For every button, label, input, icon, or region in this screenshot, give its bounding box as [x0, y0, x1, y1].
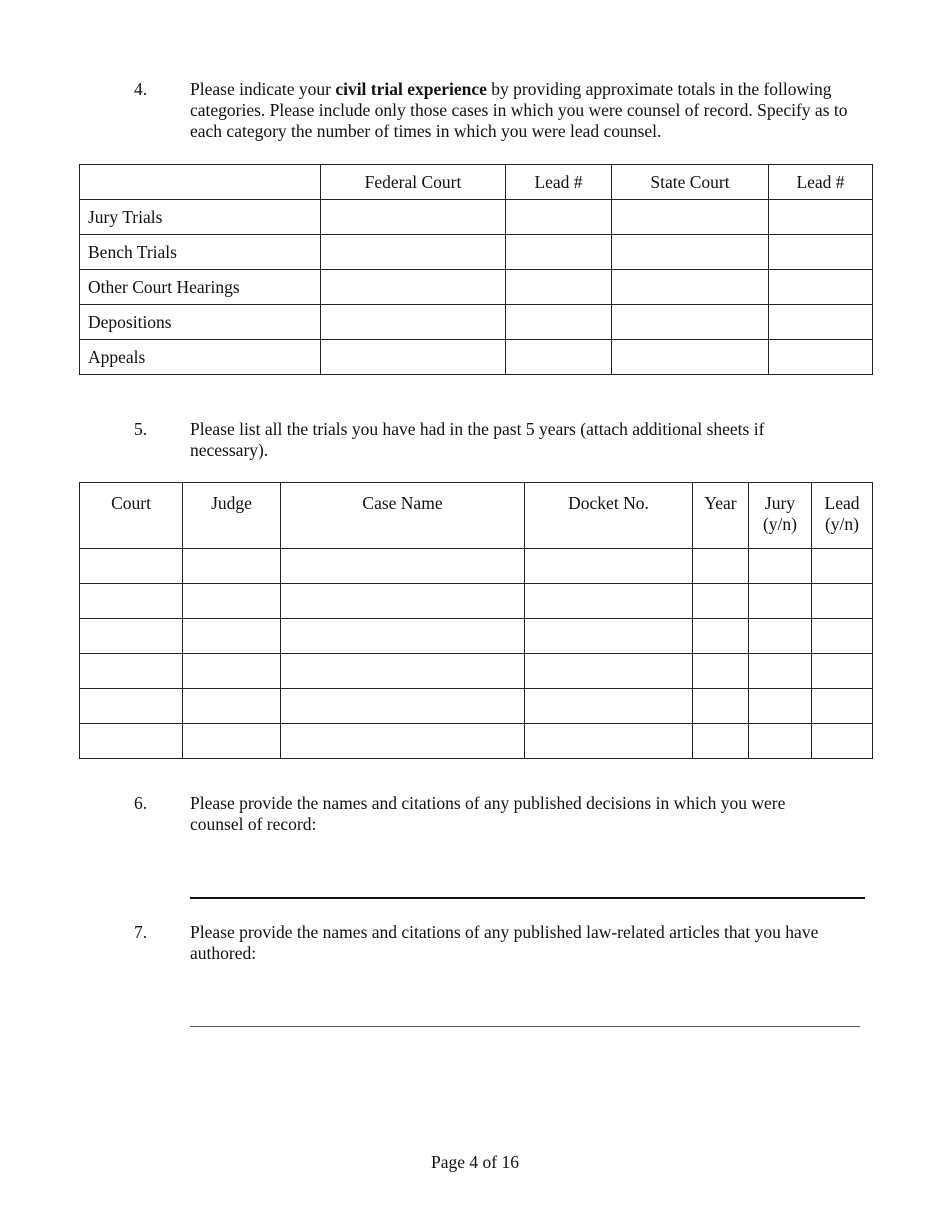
header-cell: Judge	[183, 483, 281, 549]
header-cell: Jury (y/n)	[749, 483, 812, 549]
table-row	[80, 689, 873, 724]
table-row	[80, 584, 873, 619]
entry-cell[interactable]	[281, 689, 525, 724]
table-row	[80, 305, 873, 340]
entry-cell[interactable]	[321, 270, 506, 305]
question-7-answer-line[interactable]	[190, 1026, 860, 1027]
entry-cell[interactable]	[281, 584, 525, 619]
entry-cell[interactable]	[612, 305, 769, 340]
entry-cell[interactable]	[506, 235, 612, 270]
entry-cell[interactable]	[183, 654, 281, 689]
entry-cell[interactable]	[812, 654, 873, 689]
question-6-text: Please provide the names and citations of any published decisions in which you were counsel of record:	[190, 793, 786, 834]
entry-cell[interactable]	[80, 584, 183, 619]
entry-cell[interactable]	[769, 305, 873, 340]
entry-cell[interactable]	[749, 549, 812, 584]
entry-cell[interactable]	[321, 305, 506, 340]
row-label: Bench Trials	[80, 235, 321, 270]
table-row	[80, 724, 873, 759]
entry-cell[interactable]	[321, 235, 506, 270]
table-row	[80, 200, 873, 235]
entry-cell[interactable]	[525, 654, 693, 689]
entry-cell[interactable]	[812, 689, 873, 724]
question-5-text: Please list all the trials you have had in the past 5 years (attach additional sheets if necessary).	[190, 419, 765, 460]
table-header-row	[80, 483, 873, 549]
entry-cell[interactable]	[183, 584, 281, 619]
entry-cell[interactable]	[812, 724, 873, 759]
entry-cell[interactable]	[612, 340, 769, 375]
entry-cell[interactable]	[749, 654, 812, 689]
entry-cell[interactable]	[183, 724, 281, 759]
table-row	[80, 619, 873, 654]
table-header-row	[80, 165, 873, 200]
header-cell: Lead #	[506, 165, 612, 200]
header-cell: Case Name	[281, 483, 525, 549]
entry-cell[interactable]	[812, 549, 873, 584]
table-row	[80, 654, 873, 689]
entry-cell[interactable]	[525, 549, 693, 584]
entry-cell[interactable]	[281, 619, 525, 654]
entry-cell[interactable]	[612, 235, 769, 270]
row-label: Jury Trials	[80, 200, 321, 235]
entry-cell[interactable]	[80, 619, 183, 654]
entry-cell[interactable]	[183, 549, 281, 584]
header-cell: State Court	[612, 165, 769, 200]
entry-cell[interactable]	[749, 619, 812, 654]
entry-cell[interactable]	[749, 724, 812, 759]
question-7-number: 7.	[134, 922, 148, 942]
entry-cell[interactable]	[749, 584, 812, 619]
row-label: Other Court Hearings	[80, 270, 321, 305]
table-row	[80, 235, 873, 270]
entry-cell[interactable]	[281, 549, 525, 584]
question-5-number: 5.	[134, 419, 148, 439]
question-7-text: Please provide the names and citations of any published law-related articles that you have authored:	[190, 922, 819, 963]
question-6-answer-line[interactable]	[190, 897, 865, 899]
entry-cell[interactable]	[769, 270, 873, 305]
entry-cell[interactable]	[812, 619, 873, 654]
header-cell	[80, 165, 321, 200]
question-4-text: Please indicate your civil trial experience by providing approximate totals in the following categories. Please include only those cases in which you were counsel of record. Specify as to each category the number of times in which you were lead counsel.	[190, 79, 848, 141]
entry-cell[interactable]	[183, 619, 281, 654]
header-cell: Docket No.	[525, 483, 693, 549]
entry-cell[interactable]	[693, 689, 749, 724]
entry-cell[interactable]	[525, 689, 693, 724]
header-cell: Court	[80, 483, 183, 549]
entry-cell[interactable]	[80, 724, 183, 759]
entry-cell[interactable]	[506, 200, 612, 235]
recent-trials-table	[79, 482, 873, 759]
civil-trial-experience-table	[79, 164, 873, 375]
table-row	[80, 549, 873, 584]
entry-cell[interactable]	[281, 724, 525, 759]
entry-cell[interactable]	[612, 270, 769, 305]
entry-cell[interactable]	[525, 724, 693, 759]
header-cell: Lead (y/n)	[812, 483, 873, 549]
entry-cell[interactable]	[80, 654, 183, 689]
entry-cell[interactable]	[693, 619, 749, 654]
entry-cell[interactable]	[80, 689, 183, 724]
row-label: Appeals	[80, 340, 321, 375]
entry-cell[interactable]	[769, 340, 873, 375]
entry-cell[interactable]	[321, 340, 506, 375]
entry-cell[interactable]	[693, 584, 749, 619]
entry-cell[interactable]	[749, 689, 812, 724]
header-cell: Lead #	[769, 165, 873, 200]
row-label: Depositions	[80, 305, 321, 340]
entry-cell[interactable]	[506, 340, 612, 375]
entry-cell[interactable]	[80, 549, 183, 584]
entry-cell[interactable]	[506, 305, 612, 340]
header-cell: Year	[693, 483, 749, 549]
entry-cell[interactable]	[281, 654, 525, 689]
question-4-number: 4.	[134, 79, 148, 99]
entry-cell[interactable]	[506, 270, 612, 305]
question-4-emphasis: civil trial experience	[335, 79, 487, 99]
table-row	[80, 270, 873, 305]
entry-cell[interactable]	[693, 724, 749, 759]
entry-cell[interactable]	[525, 584, 693, 619]
entry-cell[interactable]	[769, 235, 873, 270]
page-number: Page 4 of 16	[431, 1152, 519, 1172]
header-cell: Federal Court	[321, 165, 506, 200]
entry-cell[interactable]	[769, 200, 873, 235]
entry-cell[interactable]	[693, 654, 749, 689]
question-6-number: 6.	[134, 793, 148, 813]
entry-cell[interactable]	[525, 619, 693, 654]
table-row	[80, 340, 873, 375]
entry-cell[interactable]	[612, 200, 769, 235]
entry-cell[interactable]	[812, 584, 873, 619]
entry-cell[interactable]	[321, 200, 506, 235]
entry-cell[interactable]	[693, 549, 749, 584]
entry-cell[interactable]	[183, 689, 281, 724]
